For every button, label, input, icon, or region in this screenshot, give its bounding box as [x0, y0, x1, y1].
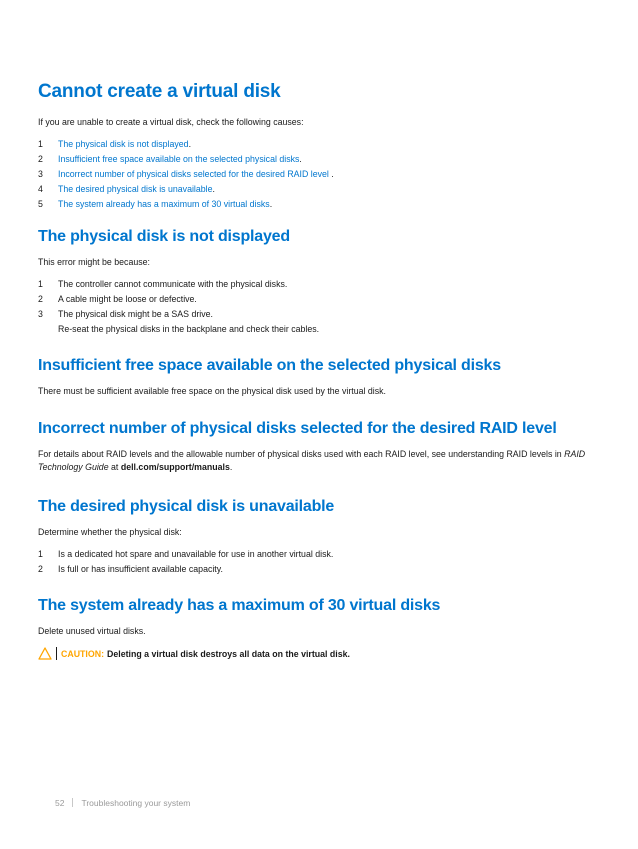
- section-heading: Insufficient free space available on the selected physical disks: [38, 357, 501, 374]
- support-link[interactable]: dell.com/support/manuals: [120, 462, 230, 472]
- list-item: 3 The physical disk might be a SAS drive.: [38, 309, 213, 319]
- section-heading: The physical disk is not displayed: [38, 228, 290, 245]
- section-intro: If you are unable to create a virtual disk, check the following causes:: [38, 117, 304, 127]
- list-item: 2 Is full or has insufficient available capacity.: [38, 564, 223, 574]
- caution-text: Deleting a virtual disk destroys all data on the virtual disk.: [107, 648, 350, 659]
- list-item: 5 The system already has a maximum of 30 virtual disks.: [38, 199, 273, 209]
- list-item: 4 The desired physical disk is unavailable.: [38, 184, 215, 194]
- caution-note: [38, 647, 604, 660]
- section-max-virtual-disks: [38, 597, 604, 660]
- section-intro: Determine whether the physical disk:: [38, 527, 182, 537]
- page-number: 52: [55, 798, 65, 808]
- section-heading: Incorrect number of physical disks selected for the desired RAID level: [38, 420, 557, 437]
- section-intro: This error might be because:: [38, 257, 150, 267]
- footer-section-title: Troubleshooting your system: [81, 798, 191, 808]
- section-insufficient-space: [38, 357, 604, 398]
- list-item: 1 Is a dedicated hot spare and unavailable for use in another virtual disk.: [38, 549, 334, 559]
- reasons-list: [38, 277, 604, 322]
- caution-label: CAUTION:: [61, 648, 105, 659]
- list-item: 2 Insufficient free space available on the selected physical disks.: [38, 154, 302, 164]
- causes-list: [38, 137, 604, 212]
- cause-link-incorrect-number[interactable]: Incorrect number of physical disks selected for the desired RAID level: [58, 169, 332, 179]
- section-body: Delete unused virtual disks.: [38, 626, 146, 636]
- cause-link-max-virtual-disks[interactable]: The system already has a maximum of 30 virtual disks: [58, 199, 270, 209]
- section-cannot-create: [38, 116, 604, 212]
- section-heading: The system already has a maximum of 30 virtual disks: [38, 597, 441, 614]
- section-incorrect-number: [38, 420, 604, 474]
- caution-triangle-icon: [38, 647, 52, 660]
- caution-divider: [56, 647, 57, 660]
- list-item: 1 The physical disk is not displayed.: [38, 139, 192, 149]
- list-item: 2 A cable might be loose or defective.: [38, 294, 197, 304]
- section-body: There must be sufficient available free space on the physical disk used by the virtual disk.: [38, 386, 386, 396]
- cause-link-disk-not-displayed[interactable]: The physical disk is not displayed: [58, 139, 189, 149]
- section-disk-unavailable: [38, 498, 604, 577]
- cause-link-insufficient-space[interactable]: Insufficient free space available on the selected physical disks: [58, 154, 300, 164]
- section-disk-not-displayed: [38, 228, 604, 337]
- page-title: Cannot create a virtual disk: [38, 81, 281, 102]
- cause-link-disk-unavailable[interactable]: The desired physical disk is unavailable: [58, 184, 213, 194]
- list-item: 1 The controller cannot communicate with the physical disks.: [38, 279, 288, 289]
- section-heading: The desired physical disk is unavailable: [38, 498, 335, 515]
- checks-list: [38, 547, 604, 577]
- footer-divider: [72, 798, 73, 807]
- guide-title: RAID Technology Guide: [38, 449, 586, 472]
- section-body: For details about RAID levels and the allowable number of physical disks used with each RAID level, see understanding RAID levels in RAID Technology Guide at dell.com/support/manuals.: [38, 449, 586, 472]
- page-footer: [55, 798, 190, 808]
- reseat-note: Re-seat the physical disks in the backplane and check their cables.: [58, 324, 320, 334]
- list-item: 3 Incorrect number of physical disks selected for the desired RAID level .: [38, 169, 334, 179]
